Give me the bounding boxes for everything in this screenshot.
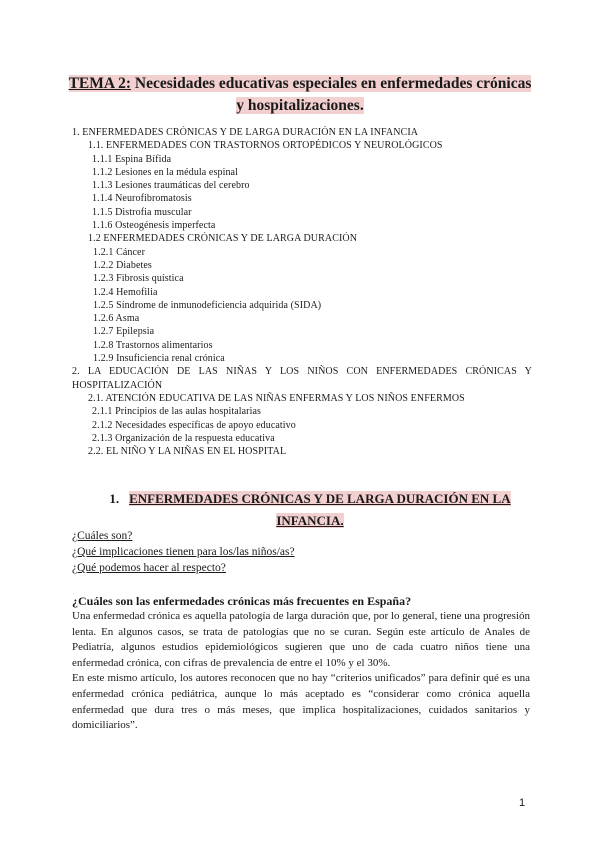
toc-item: 1.2.8 Trastornos alimentarios (93, 339, 213, 351)
toc-item: 1.1.3 Lesiones traumáticas del cerebro (92, 180, 250, 192)
section-heading-line-1: ENFERMEDADES CRÓNICAS Y DE LARGA DURACIÓN EN LA (129, 491, 511, 506)
toc-item: 2.1.3 Organización de la respuesta educativa (92, 432, 275, 444)
toc-item: 1.2.5 Síndrome de inmunodeficiencia adquirida (SIDA) (93, 299, 322, 311)
questions-list (72, 528, 295, 576)
table-of-contents (72, 126, 532, 458)
paragraph: En este mismo artículo, los autores reconocen que no hay “criterios unificados” para definir qué es una enfermedad crónica pediátrica, aunque lo más aceptado es “considerar como crónica aquella enfermedad que dura tres o más meses, que implica hospitalizaciones, cuidados sanitarios y domiciliarios”. (72, 672, 530, 732)
toc-section-2-2: 2.2. EL NIÑO Y LA NIÑAS EN EL HOSPITAL (88, 446, 287, 458)
toc-item: 1.1.1 Espina Bífida (92, 153, 172, 165)
toc-item: 1.2.7 Epilepsia (93, 326, 155, 338)
toc-item: 1.2.1 Cáncer (93, 246, 146, 258)
tema-label: TEMA 2: (68, 75, 132, 92)
subheading: ¿Cuáles son las enfermedades crónicas más frecuentes en España? (72, 594, 412, 608)
body-text (72, 609, 530, 734)
toc-section-1-1: 1.1. ENFERMEDADES CON TRASTORNOS ORTOPÉDICOS Y NEUROLÓGICOS (88, 140, 443, 152)
toc-item: 2.1.2 Necesidades específicas de apoyo educativo (92, 419, 296, 431)
toc-section-2-1: 2.1. ATENCIÓN EDUCATIVA DE LAS NIÑAS ENFERMAS Y LOS NIÑOS ENFERMOS (88, 392, 465, 404)
title-line-2: y hospitalizaciones. (236, 97, 364, 114)
toc-item: 1.1.6 Osteogénesis imperfecta (92, 220, 216, 232)
toc-item: 2.1.1 Principios de las aulas hospitalarias (92, 406, 261, 418)
toc-item: 1.2.2 Diabetes (93, 259, 152, 271)
title-line-1: Necesidades educativas especiales en enfermedades crónicas (134, 75, 532, 92)
section-heading-line-2: INFANCIA. (276, 513, 344, 528)
toc-item: 1.2.6 Asma (93, 313, 140, 325)
toc-item: 1.2.4 Hemofilia (93, 286, 158, 298)
toc-section-1: 1. ENFERMEDADES CRÓNICAS Y DE LARGA DURACIÓN EN LA INFANCIA (72, 127, 419, 138)
question: ¿Cuáles son? (72, 530, 133, 542)
toc-item: 1.1.5 Distrofia muscular (92, 206, 192, 218)
toc-item: 1.1.4 Neurofibromatosis (92, 193, 192, 205)
document-title (60, 73, 540, 117)
question: ¿Qué implicaciones tienen para los/las niños/as? (72, 546, 295, 558)
toc-section-1-2: 1.2 ENFERMEDADES CRÓNICAS Y DE LARGA DURACIÓN (88, 233, 358, 245)
toc-item: 1.1.2 Lesiones en la médula espinal (92, 166, 238, 178)
section-number: 1. (109, 491, 120, 506)
question: ¿Qué podemos hacer al respecto? (72, 562, 226, 574)
toc-section-2: 2. LA EDUCACIÓN DE LAS NIÑAS Y LOS NIÑOS CON ENFERMEDADES CRÓNICAS Y HOSPITALIZACIÓN (72, 366, 532, 391)
toc-item: 1.2.3 Fibrosis quística (93, 273, 184, 285)
toc-item: 1.2.9 Insuficiencia renal crónica (93, 353, 225, 365)
page-number: 1 (519, 797, 526, 809)
section-1-heading (100, 488, 520, 532)
paragraph: Una enfermedad crónica es aquella patología de larga duración que, por lo general, tiene una progresión lenta. En algunos casos, se trata de patologías que no se curan. Según este artículo de Anales de Pediatría, algunos estudios epidemiológicos sugieren que uno de cada cuatro niños tiene una enfermedad crónica, con cifras de prevalencia de entre el 10% y el 30%. (72, 610, 530, 669)
